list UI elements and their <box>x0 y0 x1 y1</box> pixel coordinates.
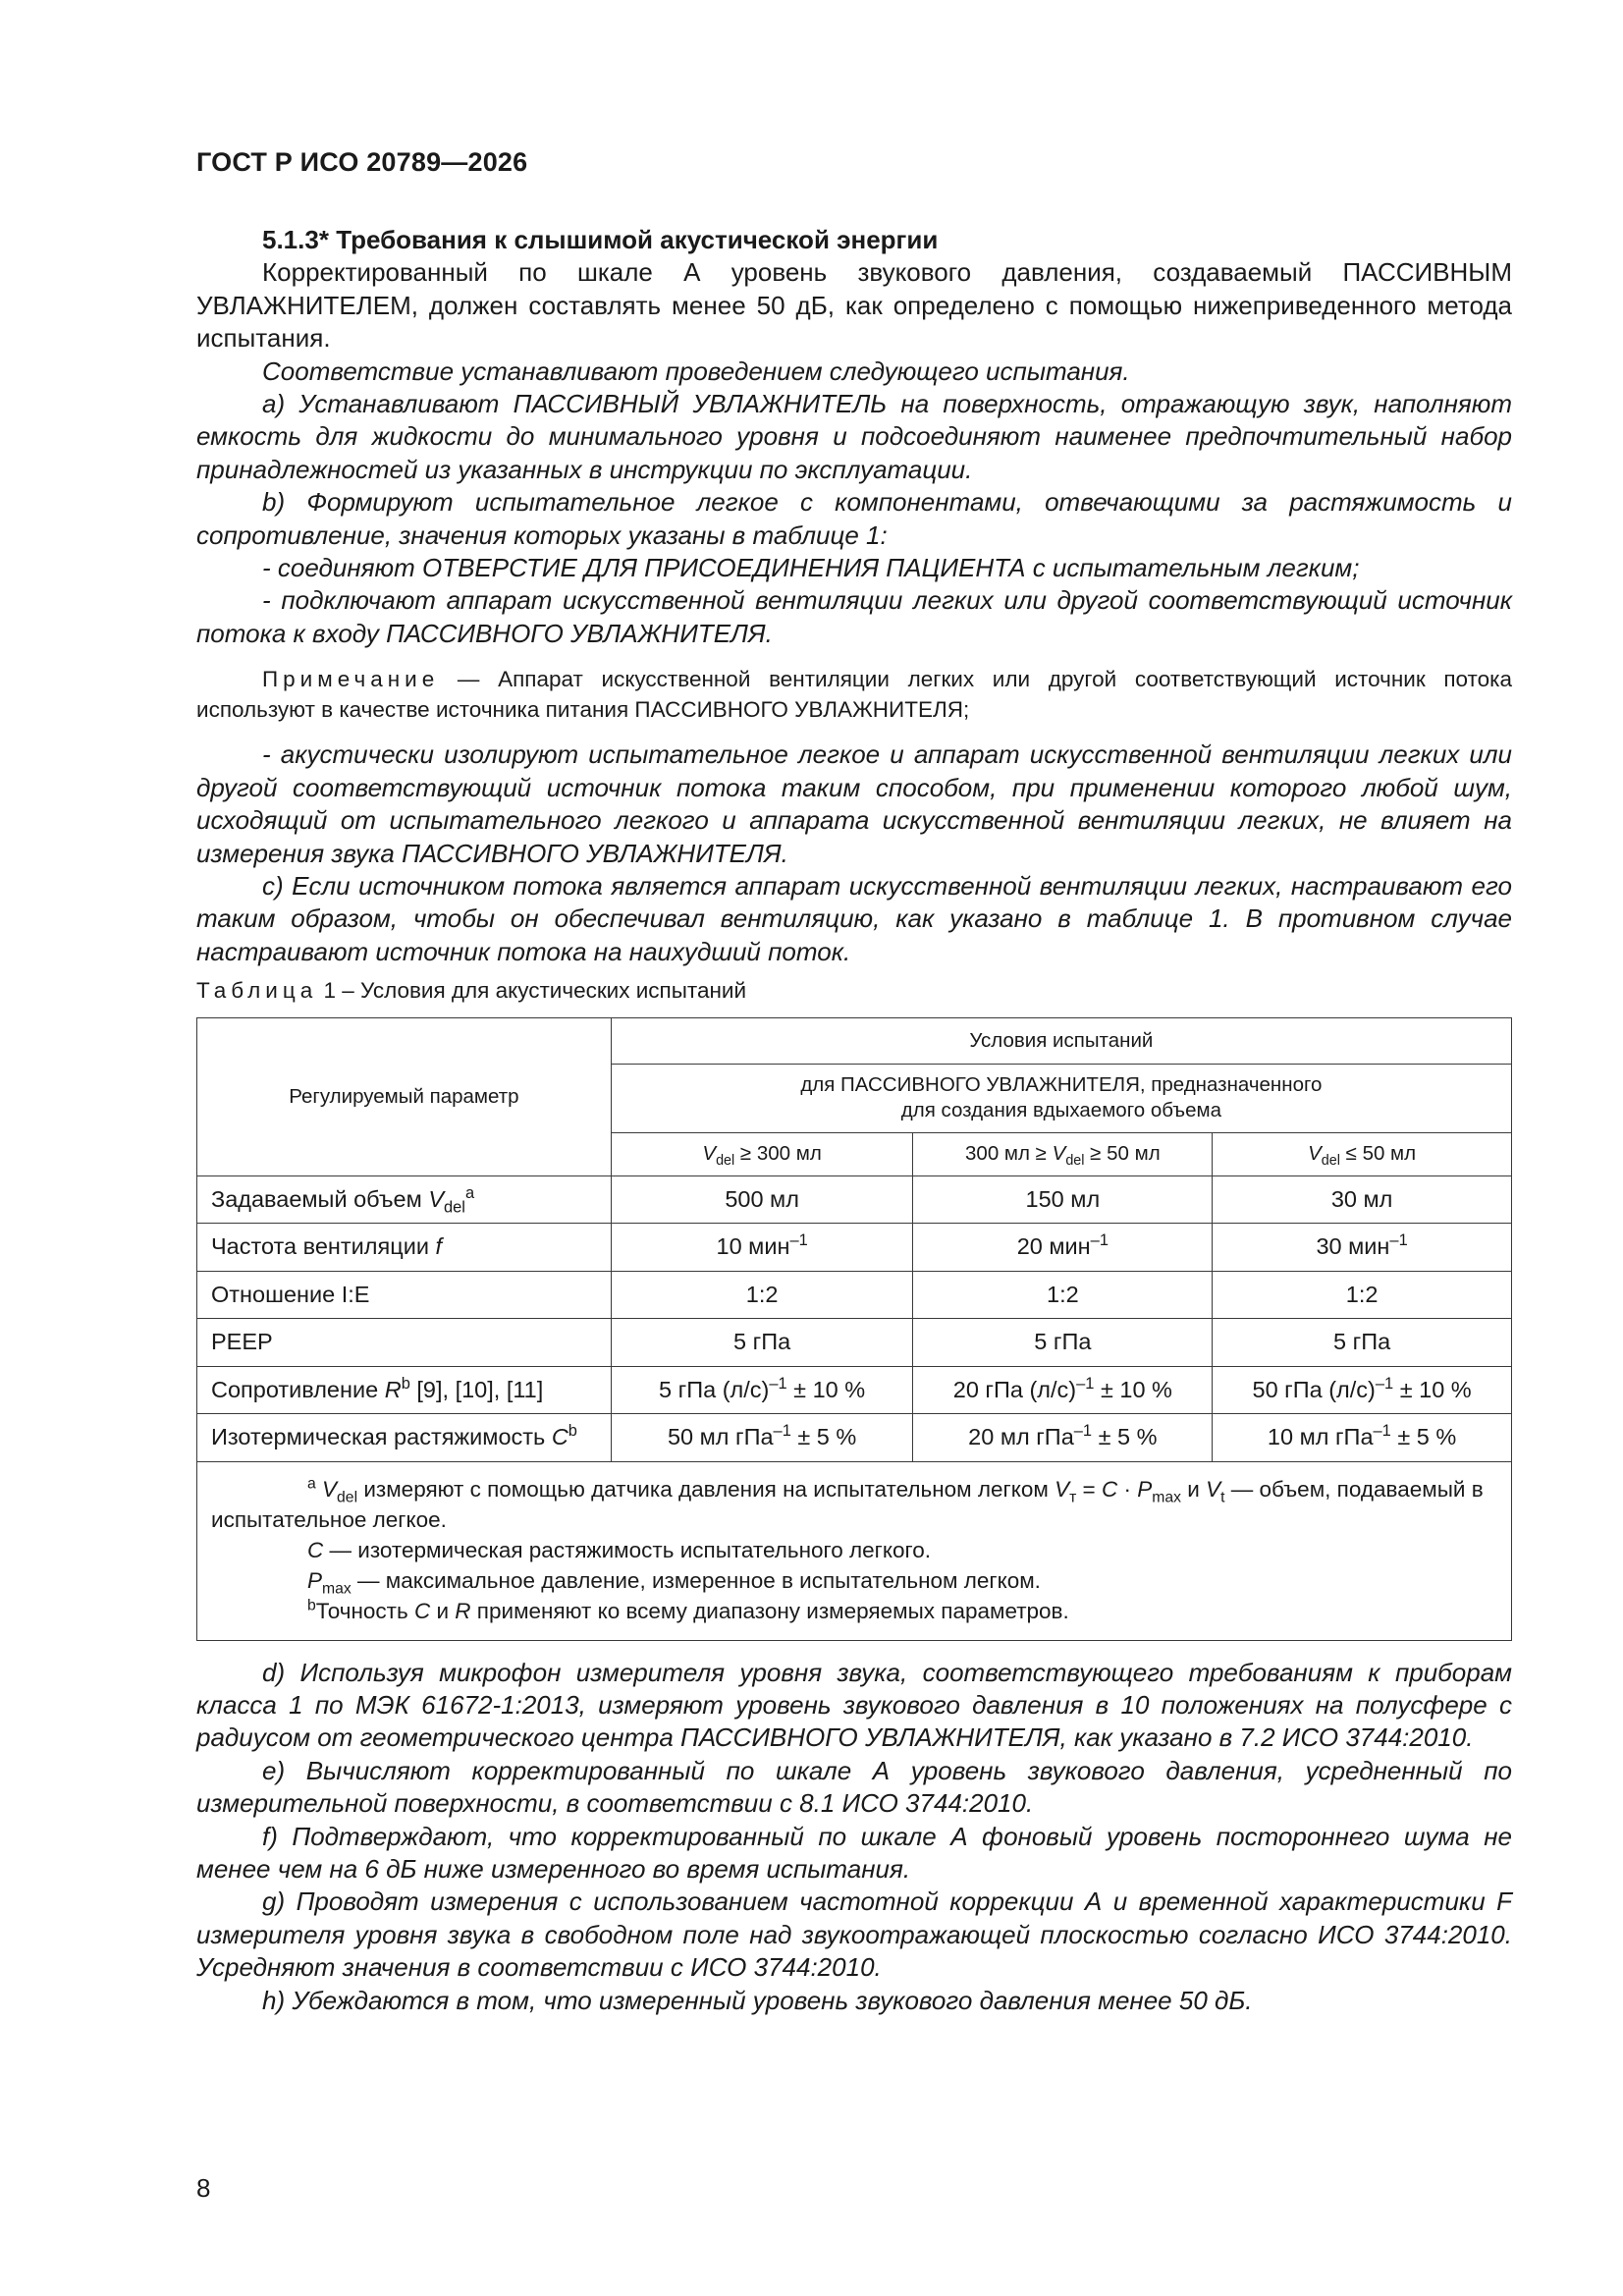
note <box>196 664 1512 725</box>
footnote-p: $P_{max}$ — максимальное давление, измеренное в испытательном легком. <box>307 1567 1041 1598</box>
note-text: — Аппарат искусственной вентиляции легких или другой соответствующий источник потока используют в качестве источника питания ПАССИВНОГО УВЛАЖНИТЕЛЯ; <box>196 667 1512 723</box>
list-item: h) Убеждаются в том, что измеренный уровень звукового давления менее 50 дБ. <box>262 1985 1253 2015</box>
column-subheader: для ПАССИВНОГО УВЛАЖНИТЕЛЯ, предназначенного для создания вдыхаемого объема <box>611 1064 1511 1132</box>
note-label: Примечание <box>262 667 440 692</box>
table-cell: 1:2 <box>1213 1271 1512 1319</box>
page-number: 8 <box>196 2173 211 2203</box>
document-body <box>196 224 1512 2017</box>
list-item: е) Вычисляют корректированный по шкале А уровень звукового давления, усредненный по измерительной поверхности, в соответствии с 8.1 ИСО 3744:2010. <box>196 1755 1512 1819</box>
row-label: Сопротивление $R^b$ [9], [10], [11] <box>197 1366 612 1414</box>
table-cell: 50 мл гПа$^{-1}$ ± 5 % <box>611 1414 913 1462</box>
paragraph: Корректированный по шкале А уровень звукового давления, создаваемый ПАССИВНЫМ УВЛАЖНИТЕЛЕМ, должен составлять менее 50 дБ, как определено с помощью нижеприведенного метода испытания. <box>196 257 1512 354</box>
table-cell: 10 мин$^{-1}$ <box>611 1224 913 1272</box>
table-row <box>197 1175 1512 1224</box>
table-cell: 5 гПа <box>1213 1319 1512 1367</box>
list-item: а) Устанавливают ПАССИВНЫЙ УВЛАЖНИТЕЛЬ на поверхность, отражающую звук, наполняют емкость для жидкости до минимального уровня и подсоединяют наименее предпочтительный набор принадлежностей из указанных в инструкции по эксплуатации. <box>196 389 1512 484</box>
table-cell: 10 мл гПа$^{-1}$ ± 5 % <box>1213 1414 1512 1462</box>
section-title: Требования к слышимой акустической энергии <box>336 225 939 254</box>
section-number: 5.1.3* <box>262 225 329 254</box>
bullet-item: - соединяют ОТВЕРСТИЕ ДЛЯ ПРИСОЕДИНЕНИЯ ПАЦИЕНТА с испытательным легким; <box>262 553 1360 583</box>
table-cell: 30 мин$^{-1}$ <box>1213 1224 1512 1272</box>
table-cell: 1:2 <box>611 1271 913 1319</box>
list-item: f) Подтверждают, что корректированный по шкале А фоновый уровень постороннего шума не менее чем на 6 дБ ниже измеренного во время испытания. <box>196 1821 1512 1884</box>
table-cell: 20 мин$^{-1}$ <box>913 1224 1213 1272</box>
paragraph: Соответствие устанавливают проведением следующего испытания. <box>262 355 1130 386</box>
column-header-conditions: Условия испытаний <box>611 1017 1511 1064</box>
table-cell: 50 гПа $(л/с)^{-1} \pm 10$ % <box>1213 1366 1512 1414</box>
table-caption-label: Таблица <box>196 978 318 1004</box>
footnote-b: $^b$Точность C и R применяют ко всему диапазону измеряемых параметров. <box>307 1597 1069 1623</box>
table-cell: 5 гПа <box>611 1319 913 1367</box>
table-cell: 5 гПа $(л/с)^{-1} \pm 10$ % <box>611 1366 913 1414</box>
table-row <box>197 1414 1512 1462</box>
table-row <box>197 1224 1512 1272</box>
list-item: g) Проводят измерения с использованием частотной коррекции А и временной характеристики F измерителя уровня звука в свободном поле над звукоотражающей плоскостью согласно ИСО 3744:2010. Усредняют значения в соответствии с ИСО 3744:2010. <box>196 1886 1512 1983</box>
row-label: Частота вентиляции f <box>197 1224 612 1272</box>
table-cell: 1:2 <box>913 1271 1213 1319</box>
table-row <box>197 1366 1512 1414</box>
section-heading <box>196 224 1512 256</box>
table-caption <box>196 974 1512 1007</box>
list-item: d) Используя микрофон измерителя уровня звука, соответствующего требованиям к приборам класса 1 по МЭК 61672-1:2013, измеряют уровень звукового давления в 10 положениях на полусфере с радиусом от геометрического центра ПАССИВНОГО УВЛАЖНИТЕЛЯ, как указано в 7.2 ИСО 3744:2010. <box>196 1657 1512 1753</box>
bullet-item: - подключают аппарат искусственной вентиляции легких или другой соответствующий источник потока к входу ПАССИВНОГО УВЛАЖНИТЕЛЯ. <box>196 585 1512 648</box>
table-row <box>197 1271 1512 1319</box>
document-header: ГОСТ Р ИСО 20789—2026 <box>196 147 528 177</box>
table-cell: 20 мл гПа$^{-1}$ ± 5 % <box>913 1414 1213 1462</box>
column-header-parameter: Регулируемый параметр <box>197 1017 612 1175</box>
bullet-item: - акустически изолируют испытательное легкое и аппарат искусственной вентиляции легких или другой соответствующий источник потока таким способом, при применении которого любой шум, исходящий от испытательного легкого и аппарата искусственной вентиляции легких, не влияет на измерения звука ПАССИВНОГО УВЛАЖНИТЕЛЯ. <box>196 739 1512 868</box>
table-cell: 5 гПа <box>913 1319 1213 1367</box>
table-header-row <box>197 1017 1512 1064</box>
row-label: Отношение I:E <box>197 1271 612 1319</box>
row-label: Задаваемый объем $V_{del}^a$ <box>197 1175 612 1224</box>
column-header-vdel-low: $V_{del} \le 50$ мл <box>1213 1132 1512 1175</box>
table-cell: 500 мл <box>611 1175 913 1224</box>
footnote-c: C — изотермическая растяжимость испытательного легкого. <box>307 1537 931 1562</box>
table-cell: 30 мл <box>1213 1175 1512 1224</box>
footnote-a: $^a$ $V_{del}$ измеряют с помощью датчика давления на испытательном легком $V_т = C \cdot P_{max}$ и $V_t$ — объем, подаваемый в испытательное легкое. <box>211 1475 1484 1532</box>
table-cell: 150 мл <box>913 1175 1213 1224</box>
conditions-table <box>196 1017 1512 1641</box>
column-header-vdel-high: $V_{del} \ge 300$ мл <box>611 1132 913 1175</box>
table-cell: 20 гПа $(л/с)^{-1} \pm 10$ % <box>913 1366 1213 1414</box>
list-item: b) Формируют испытательное легкое с компонентами, отвечающими за растяжимость и сопротивление, значения которых указаны в таблице 1: <box>196 487 1512 550</box>
column-header-vdel-mid: 300 мл ≥ $V_{del} \ge 50$ мл <box>913 1132 1213 1175</box>
row-label: Изотермическая растяжимость $C^b$ <box>197 1414 612 1462</box>
table-row <box>197 1319 1512 1367</box>
table-footnotes <box>197 1461 1512 1640</box>
row-label: PEEP <box>197 1319 612 1367</box>
list-item: с) Если источником потока является аппарат искусственной вентиляции легких, настраивают его таким образом, чтобы он обеспечивал вентиляцию, как указано в таблице 1. В противном случае настраивают источник потока на наихудший поток. <box>196 870 1512 966</box>
table-footnotes-row <box>197 1461 1512 1640</box>
table-caption-text: 1 – Условия для акустических испытаний <box>323 978 747 1004</box>
